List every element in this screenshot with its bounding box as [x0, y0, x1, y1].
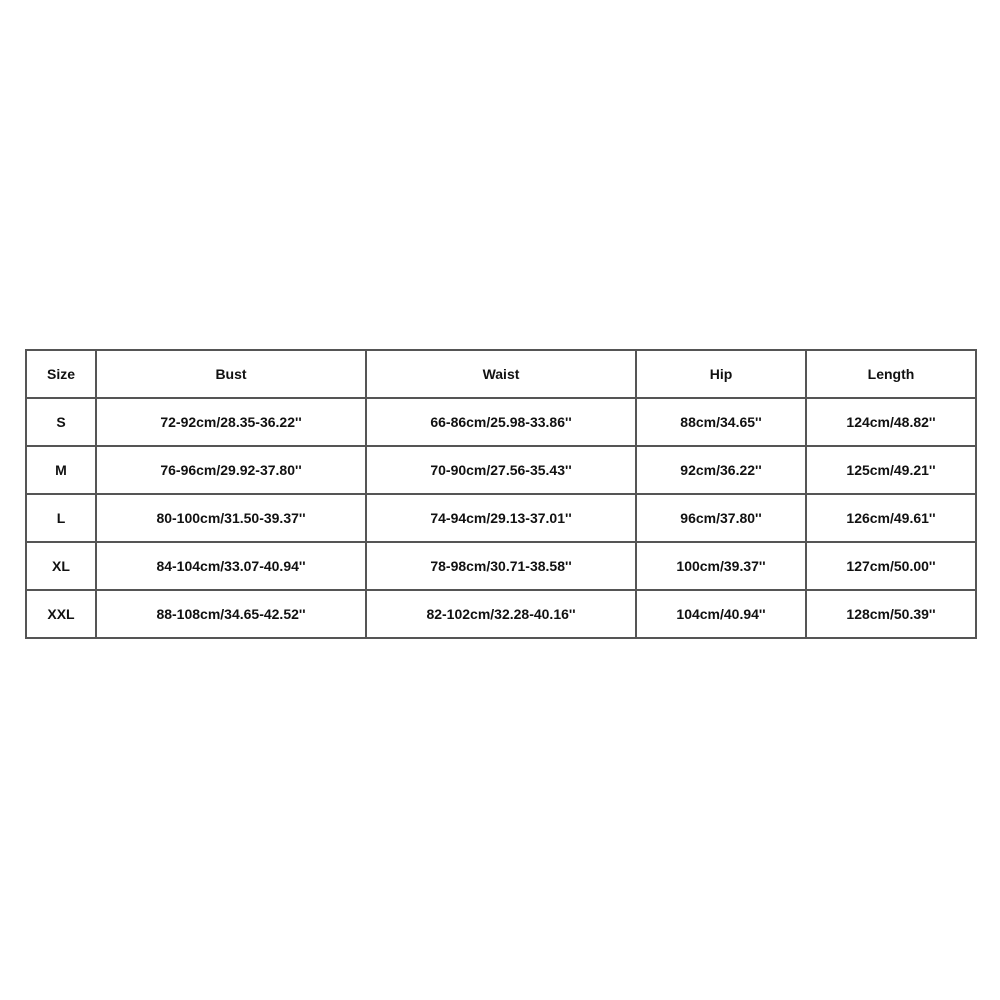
length-cell: 125cm/49.21'' [806, 446, 976, 494]
header-length: Length [806, 350, 976, 398]
size-cell: S [26, 398, 96, 446]
hip-cell: 100cm/39.37'' [636, 542, 806, 590]
size-cell: XL [26, 542, 96, 590]
length-cell: 128cm/50.39'' [806, 590, 976, 638]
waist-cell: 70-90cm/27.56-35.43'' [366, 446, 636, 494]
bust-cell: 72-92cm/28.35-36.22'' [96, 398, 366, 446]
bust-cell: 84-104cm/33.07-40.94'' [96, 542, 366, 590]
hip-cell: 92cm/36.22'' [636, 446, 806, 494]
header-bust: Bust [96, 350, 366, 398]
bust-cell: 76-96cm/29.92-37.80'' [96, 446, 366, 494]
size-chart-body [26, 398, 976, 638]
header-hip: Hip [636, 350, 806, 398]
table-row [26, 590, 976, 638]
size-cell: M [26, 446, 96, 494]
table-row [26, 494, 976, 542]
hip-cell: 88cm/34.65'' [636, 398, 806, 446]
size-cell: L [26, 494, 96, 542]
table-row [26, 542, 976, 590]
bust-cell: 88-108cm/34.65-42.52'' [96, 590, 366, 638]
header-size: Size [26, 350, 96, 398]
header-waist: Waist [366, 350, 636, 398]
header-row [26, 350, 976, 398]
length-cell: 124cm/48.82'' [806, 398, 976, 446]
hip-cell: 104cm/40.94'' [636, 590, 806, 638]
waist-cell: 82-102cm/32.28-40.16'' [366, 590, 636, 638]
waist-cell: 78-98cm/30.71-38.58'' [366, 542, 636, 590]
size-chart-table [25, 349, 977, 639]
table-row [26, 398, 976, 446]
table-row [26, 446, 976, 494]
bust-cell: 80-100cm/31.50-39.37'' [96, 494, 366, 542]
length-cell: 127cm/50.00'' [806, 542, 976, 590]
waist-cell: 66-86cm/25.98-33.86'' [366, 398, 636, 446]
waist-cell: 74-94cm/29.13-37.01'' [366, 494, 636, 542]
size-chart-header [26, 350, 976, 398]
hip-cell: 96cm/37.80'' [636, 494, 806, 542]
length-cell: 126cm/49.61'' [806, 494, 976, 542]
size-cell: XXL [26, 590, 96, 638]
